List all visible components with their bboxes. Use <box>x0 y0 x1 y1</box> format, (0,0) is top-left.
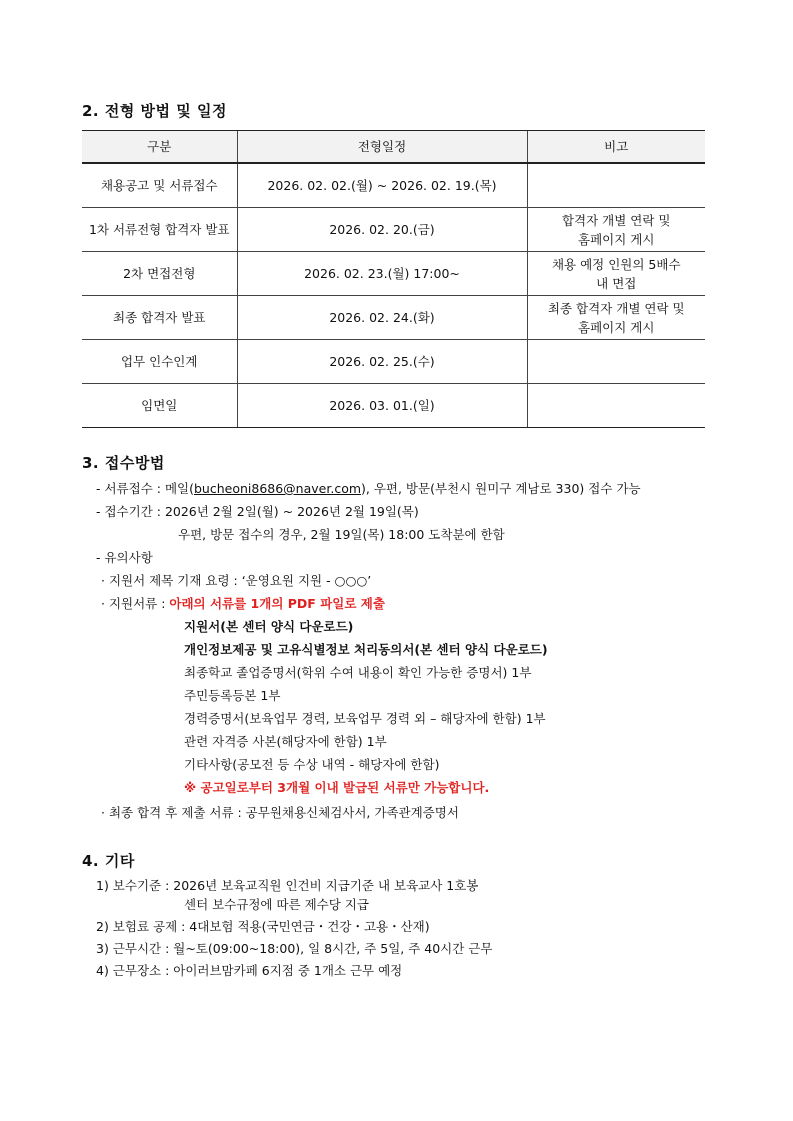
row-category: 2차 면접전형 <box>82 252 237 296</box>
list-item: 주민등록등본 1부 <box>184 688 281 703</box>
row-schedule: 2026. 02. 20.(금) <box>237 208 527 252</box>
docs-warning: ※ 공고일로부터 3개월 이내 발급된 서류만 가능합니다. <box>184 780 490 795</box>
table-row <box>82 208 705 252</box>
row-category: 최종 합격자 발표 <box>82 296 237 340</box>
pay-standard-cont: 센터 보수규정에 따른 제수당 지급 <box>184 897 369 912</box>
section-4-title: 4. 기타 <box>82 852 135 870</box>
receipt-period-note: 우편, 방문 접수의 경우, 2월 19일(목) 18:00 도착분에 한함 <box>178 527 505 542</box>
receipt-period: - 접수기간 : 2026년 2월 2일(월) ~ 2026년 2월 19일(목) <box>96 504 419 519</box>
list-item: 경력증명서(보육업무 경력, 보육업무 경력 외 – 해당자에 한함) 1부 <box>184 711 546 726</box>
row-category: 채용공고 및 서류접수 <box>82 163 237 208</box>
row-schedule: 2026. 02. 23.(월) 17:00~ <box>237 252 527 296</box>
row-note <box>527 384 705 428</box>
list-item: 기타사항(공모전 등 수상 내역 - 해당자에 한함) <box>184 757 440 772</box>
table-row <box>82 252 705 296</box>
required-docs: · 지원서류 : 아래의 서류를 1개의 PDF 파일로 제출 <box>101 596 385 611</box>
list-item: 개인정보제공 및 고유식별정보 처리동의서(본 센터 양식 다운로드) <box>184 642 548 657</box>
work-location: 4) 근무장소 : 아이러브맘카페 6지점 중 1개소 근무 예정 <box>96 963 403 978</box>
header-schedule: 전형일정 <box>237 131 527 164</box>
row-note: 채용 예정 인원의 5배수 내 면접 <box>527 252 705 296</box>
email-link[interactable]: bucheoni8686@naver.com <box>193 481 362 496</box>
schedule-table <box>82 130 705 428</box>
row-note <box>527 340 705 384</box>
row-schedule: 2026. 03. 01.(일) <box>237 384 527 428</box>
row-note: 최종 합격자 개별 연락 및 홈페이지 게시 <box>527 296 705 340</box>
table-row <box>82 384 705 428</box>
row-schedule: 2026. 02. 25.(수) <box>237 340 527 384</box>
row-category: 업무 인수인계 <box>82 340 237 384</box>
docs-highlight: 아래의 서류를 1개의 PDF 파일로 제출 <box>169 596 385 611</box>
insurance: 2) 보험료 공제 : 4대보험 적용(국민연금・건강・고용・산재) <box>96 919 430 934</box>
row-note <box>527 163 705 208</box>
receipt-method: - 서류접수 : 메일(bucheoni8686@naver.com), 우편, 방문(부천시 원미구 계남로 330) 접수 가능 <box>96 481 641 496</box>
table-header-row <box>82 131 705 164</box>
list-item: 지원서(본 센터 양식 다운로드) <box>184 619 354 634</box>
header-note: 비고 <box>527 131 705 164</box>
table-row <box>82 340 705 384</box>
section-3-title: 3. 접수방법 <box>82 454 165 472</box>
row-schedule: 2026. 02. 24.(화) <box>237 296 527 340</box>
section-2-title: 2. 전형 방법 및 일정 <box>82 102 227 120</box>
row-schedule: 2026. 02. 02.(월) ~ 2026. 02. 19.(목) <box>237 163 527 208</box>
row-category: 임면일 <box>82 384 237 428</box>
final-docs: · 최종 합격 후 제출 서류 : 공무원채용신체검사서, 가족관계증명서 <box>101 805 459 820</box>
table-row <box>82 163 705 208</box>
naming-rule: · 지원서 제목 기재 요령 : ‘운영요원 지원 - ○○○’ <box>101 573 372 588</box>
row-note: 합격자 개별 연락 및 홈페이지 게시 <box>527 208 705 252</box>
header-category: 구분 <box>82 131 237 164</box>
notes-title: - 유의사항 <box>96 550 153 565</box>
table-row <box>82 296 705 340</box>
row-category: 1차 서류전형 합격자 발표 <box>82 208 237 252</box>
list-item: 최종학교 졸업증명서(학위 수여 내용이 확인 가능한 증명서) 1부 <box>184 665 532 680</box>
pay-standard: 1) 보수기준 : 2026년 보육교직원 인건비 지급기준 내 보육교사 1호봉 <box>96 878 479 893</box>
work-hours: 3) 근무시간 : 월~토(09:00~18:00), 일 8시간, 주 5일, 주 40시간 근무 <box>96 941 493 956</box>
list-item: 관련 자격증 사본(해당자에 한함) 1부 <box>184 734 387 749</box>
